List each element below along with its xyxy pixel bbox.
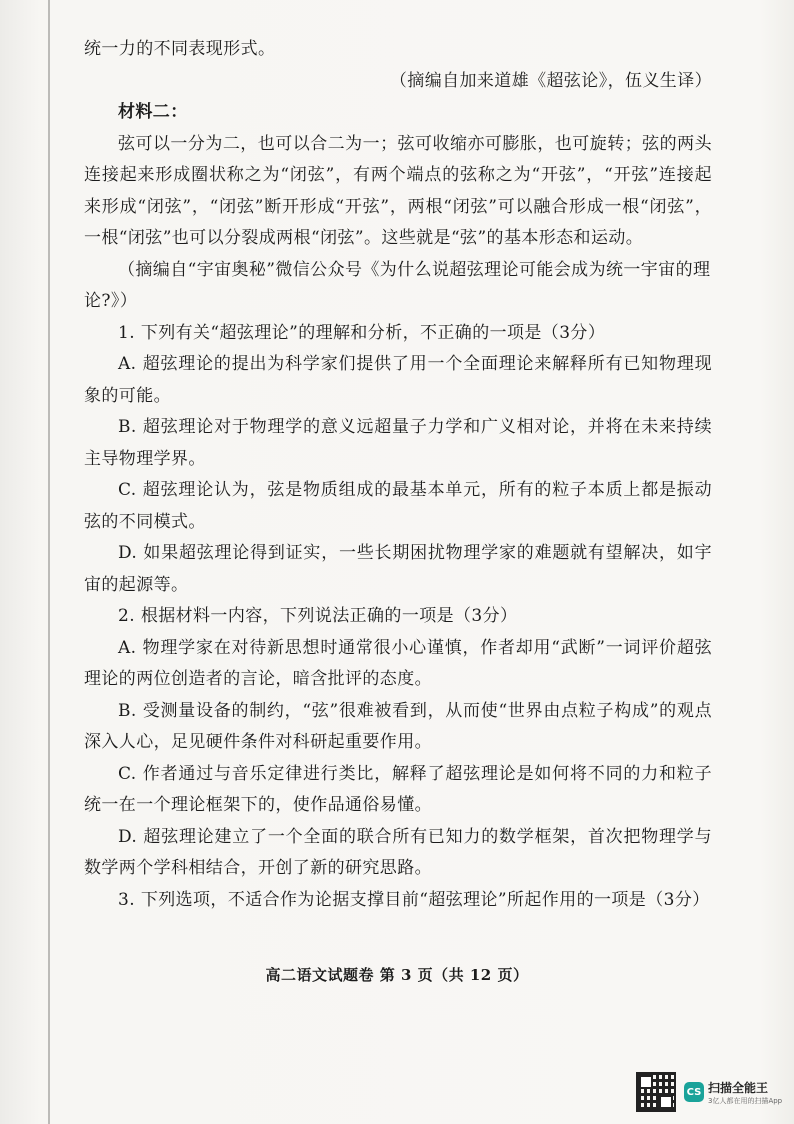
- scanner-brand-tagline: 3亿人都在用的扫描App: [708, 1096, 783, 1105]
- question-2-option-d: D. 超弦理论建立了一个全面的联合所有已知力的数学框架，首次把物理学与数学两个学科相结合，开创了新的研究思路。: [84, 826, 712, 878]
- material-2-heading: 材料二：: [118, 102, 188, 122]
- continuation-text: 统一力的不同表现形式。: [84, 39, 276, 59]
- question-3-stem: 3. 下列选项，不适合作为论据支撑目前“超弦理论”所起作用的一项是（3分）: [118, 889, 710, 910]
- question-2-option-c: C. 作者通过与音乐定律进行类比，解释了超弦理论是如何将不同的力和粒子统一在一个理论框架下的，使作品通俗易懂。: [84, 763, 712, 815]
- question-1-stem: 1. 下列有关“超弦理论”的理解和分析，不正确的一项是（3分）: [118, 322, 606, 343]
- question-2-option-a: A. 物理学家在对待新思想时通常很小心谨慎，作者却用“武断”一词评价超弦理论的两位创造者的言论，暗含批评的态度。: [84, 637, 712, 689]
- camscanner-logo-icon: CS: [684, 1082, 704, 1102]
- question-1-option-d: D. 如果超弦理论得到证实，一些长期困扰物理学家的难题就有望解决，如宇宙的起源等。: [84, 543, 712, 595]
- binding-line: [48, 0, 50, 1124]
- scanner-watermark: [636, 1070, 786, 1114]
- question-1-option-b: B. 超弦理论对于物理学的意义远超量子力学和广义相对论，并将在未来持续主导物理学界。: [84, 417, 712, 469]
- page-content: [84, 34, 712, 916]
- question-1-option-a: A. 超弦理论的提出为科学家们提供了用一个全面理论来解释所有已知物理现象的可能。: [84, 354, 712, 406]
- question-2-stem: 2. 根据材料一内容，下列说法正确的一项是（3分）: [118, 606, 518, 626]
- material-2-body: 弦可以一分为二，也可以合二为一；弦可收缩亦可膨胀，也可旋转；弦的两头连接起来形成圈状称之为“闭弦”，有两个端点的弦称之为“开弦”，“开弦”连接起来形成“闭弦”，“闭弦”断开形成“开弦”，两根“闭弦”可以融合形成一根“闭弦”，一根“闭弦”也可以分裂成两根“闭弦”。这些就是“弦”的基本形态和运动。: [84, 133, 712, 248]
- page-footer: 高二语文试题卷 第 3 页（共 12 页）: [265, 966, 529, 984]
- question-2-option-b: B. 受测量设备的制约，“弦”很难被看到，从而使“世界由点粒子构成”的观点深入人心，足见硬件条件对科研起重要作用。: [84, 700, 712, 752]
- qr-code-icon: [636, 1072, 676, 1112]
- scanner-brand: [708, 1079, 782, 1106]
- scanner-brand-name: 扫描全能王: [708, 1080, 769, 1095]
- source-citation-1: （摘编自加来道雄《超弦论》，伍义生译）: [389, 70, 712, 91]
- question-1-option-c: C. 超弦理论认为，弦是物质组成的最基本单元，所有的粒子本质上都是振动弦的不同模式。: [84, 480, 712, 532]
- source-citation-2: （摘编自“宇宙奥秘”微信公众号《为什么说超弦理论可能会成为统一宇宙的理论?》）: [84, 259, 711, 311]
